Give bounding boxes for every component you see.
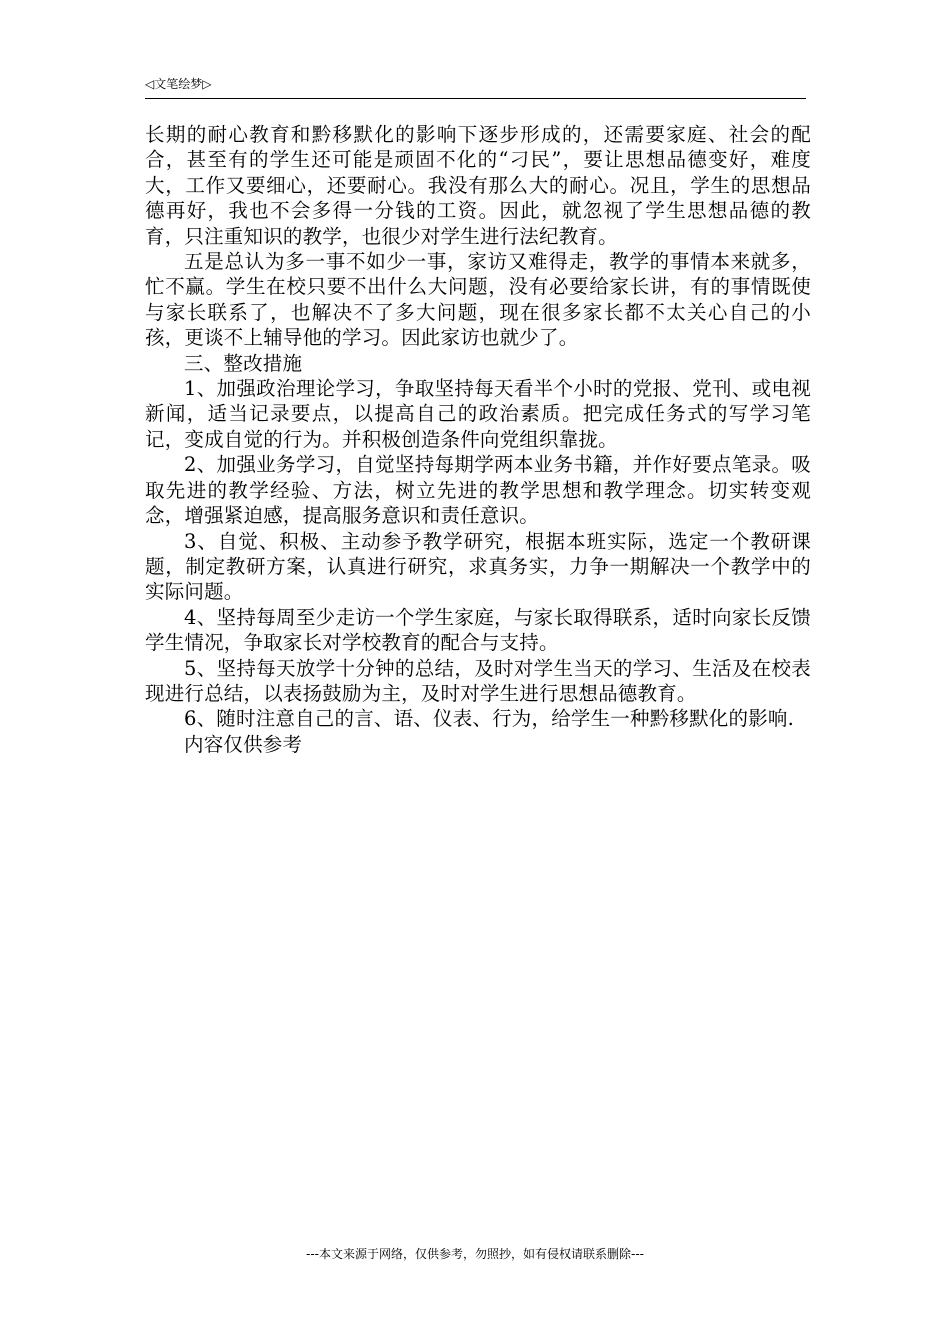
paragraph-point-five: 五是总认为多一事不如少一事，家访又难得走，教学的事情本来就多，忙不赢。学生在校只要不出什么大问题，没有必要给家长讲，有的事情既使与家长联系了，也解决不了多大问题，现在很多家长都不太关心自己的小孩，更谈不上辅导他的学习。因此家访也就少了。: [145, 250, 811, 350]
paragraph-continuation: 长期的耐心教育和黔移默化的影响下逐步形成的，还需要家庭、社会的配合，甚至有的学生还可能是顽固不化的“刁民”，要让思想品德变好，难度大，工作又要细心，还要耐心。我没有那么大的耐心。况且，学生的思想品德再好，我也不会多得一分钱的工资。因此，就忽视了学生思想品德的教育，只注重知识的教学，也很少对学生进行法纪教育。: [145, 123, 811, 248]
measure-item-5: 5、坚持每天放学十分钟的总结，及时对学生当天的学习、生活及在校表现进行总结，以表扬鼓励为主，及时对学生进行思想品德教育。: [145, 656, 811, 705]
page-footer-notice: ---本文来源于网络，仅供参考，勿照抄，如有侵权请联系删除---: [306, 1247, 644, 1261]
document-body: [145, 122, 811, 757]
measure-item-1: 1、加强政治理论学习，争取坚持每天看半个小时的党报、党刊、或电视新闻，适当记录要点，以提高自己的政治素质。把完成任务式的写学习笔记，变成自觉的行为。并积极创造条件向党组织靠拢。: [145, 377, 811, 451]
right-triangle-icon: ▷: [202, 77, 212, 91]
measure-item-4: 4、坚持每周至少走访一个学生家庭，与家长取得联系，适时向家长反馈学生情况，争取家长对学校教育的配合与支持。: [145, 605, 811, 655]
measure-item-2: 2、加强业务学习，自觉坚持每期学两本业务书籍，并作好要点笔录。吸取先进的教学经验、方法，树立先进的教学思想和教学理念。切实转变观念，增强紧迫感，提高服务意识和责任意识。: [145, 453, 811, 528]
measure-item-3: 3、自觉、积极、主动参予教学研究，根据本班实际，选定一个教研课题，制定教研方案，认真进行研究，求真务实，力争一期解决一个教学中的实际问题。: [145, 529, 811, 604]
section-heading-measures: 三、整改措施: [184, 351, 303, 375]
measure-item-6: 6、随时注意自己的言、语、仪表、行为，给学生一种黔移默化的影响.: [184, 707, 795, 731]
reference-note: 内容仅供参考: [184, 732, 303, 756]
left-triangle-icon: ◁: [145, 77, 155, 91]
page-header: [145, 74, 806, 99]
header-title: 文笔绘梦: [154, 77, 203, 91]
